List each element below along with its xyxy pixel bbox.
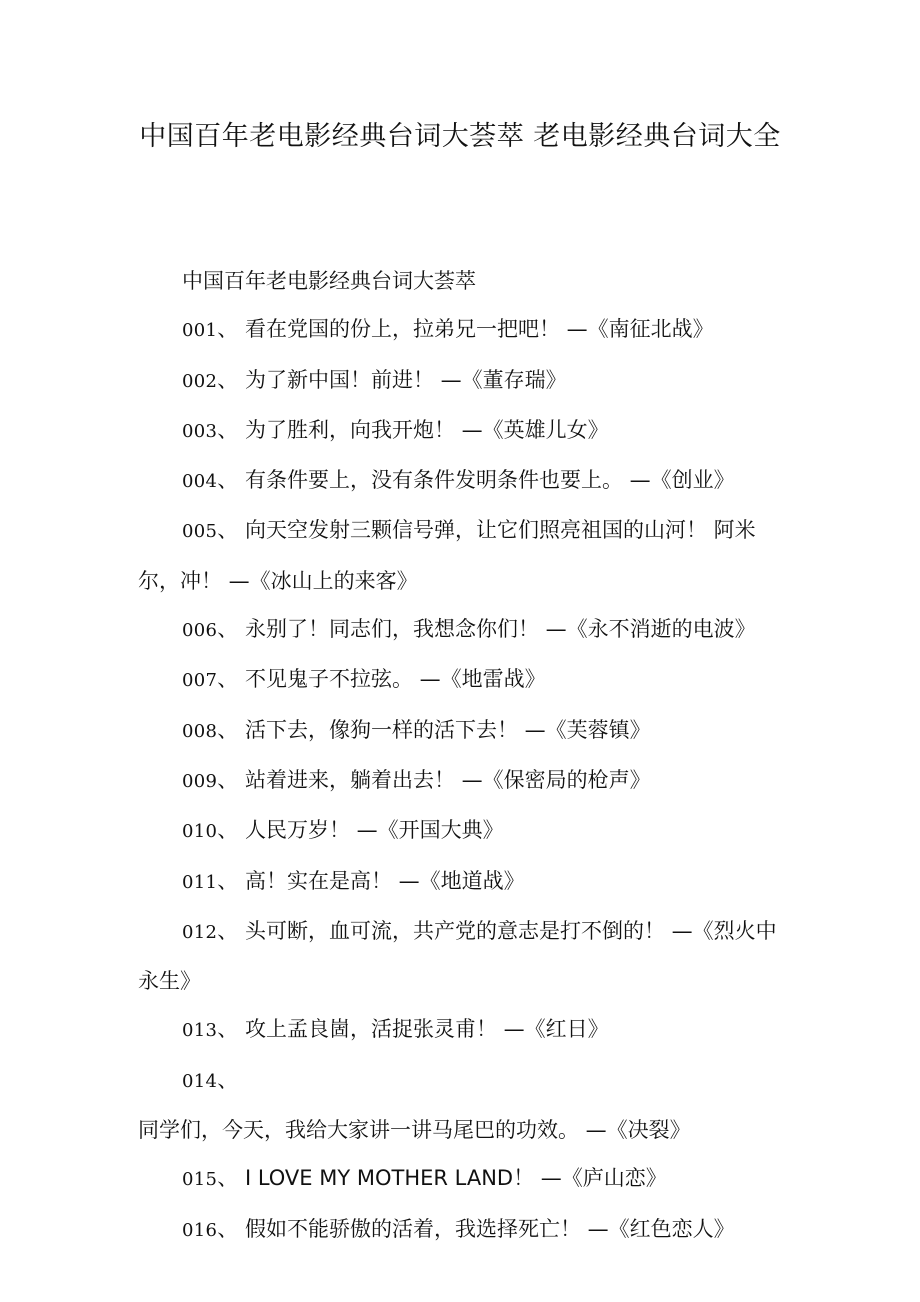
- entry-number: 015: [182, 1169, 218, 1191]
- quote-entry: [138, 506, 788, 605]
- quote-entry: [138, 456, 788, 506]
- entry-number: 003: [182, 420, 218, 442]
- entry-text: 有条件要上，没有条件发明条件也要上。 —《创业》: [244, 468, 735, 493]
- entry-separator: 、: [217, 367, 239, 392]
- entry-text: 人民万岁！ —《开国大典》: [244, 818, 504, 843]
- entry-separator: 、: [217, 1216, 239, 1241]
- entry-separator: 、: [217, 417, 239, 442]
- entry-separator: 、: [217, 317, 239, 342]
- entry-text: 站着进来，躺着出去！ —《保密局的枪声》: [244, 767, 651, 792]
- document-body: [138, 257, 788, 1255]
- entry-text: 高！实在是高！ —《地道战》: [244, 868, 525, 893]
- entry-number: 016: [182, 1219, 218, 1241]
- entry-text: 看在党国的份上，拉弟兄一把吧！ —《南征北战》: [244, 317, 714, 342]
- entry-text: 同学们，今天，我给大家讲一讲马尾巴的功效。 —《决裂》: [138, 1118, 691, 1143]
- entry-number: 007: [182, 670, 218, 692]
- entry-number: 002: [182, 370, 218, 392]
- quote-entry: [138, 1005, 788, 1055]
- entry-number: 005: [182, 521, 218, 543]
- entry-number: 006: [182, 620, 218, 642]
- entry-text: 永别了！同志们，我想念你们！ —《永不消逝的电波》: [244, 617, 756, 642]
- quote-entry: [138, 356, 788, 406]
- entry-number: 008: [182, 720, 218, 742]
- entry-number: 009: [182, 770, 218, 792]
- entry-number: 001: [182, 320, 218, 342]
- entry-separator: 、: [217, 617, 239, 642]
- quote-entry: [138, 305, 788, 355]
- entry-number: 012: [182, 921, 218, 943]
- quote-entry: [138, 655, 788, 705]
- entry-separator: 、: [217, 767, 239, 792]
- quote-entry: [138, 857, 788, 907]
- entry-separator: 、: [217, 1067, 239, 1092]
- quote-entry: [138, 756, 788, 806]
- entry-separator: 、: [217, 667, 239, 692]
- page-title: 中国百年老电影经典台词大荟萃 老电影经典台词大全: [139, 121, 781, 152]
- entry-number: 004: [182, 471, 218, 493]
- entry-text: 为了胜利，向我开炮！ —《英雄儿女》: [244, 417, 609, 442]
- entry-separator: 、: [217, 918, 239, 943]
- entry-text: 不见鬼子不拉弦。 —《地雷战》: [244, 667, 546, 692]
- entry-separator: 、: [217, 868, 239, 893]
- quote-entry: [138, 406, 788, 456]
- entry-separator: 、: [217, 468, 239, 493]
- entry-separator: 、: [217, 1166, 239, 1191]
- entry-text: 活下去，像狗一样的活下去！ —《芙蓉镇》: [244, 717, 651, 742]
- entry-text: 头可断，血可流，共产党的意志是打不倒的！ —《烈火中永生》: [138, 918, 777, 994]
- entry-number: 014: [182, 1070, 218, 1092]
- quote-entry: [138, 1154, 788, 1204]
- entry-text: 向天空发射三颗信号弹，让它们照亮祖国的山河！ 阿米尔，冲！ —《冰山上的来客》: [138, 518, 756, 593]
- quote-entry: [138, 605, 788, 655]
- entry-text: I LOVE MY MOTHER LAND！ —《庐山恋》: [244, 1166, 667, 1191]
- entry-separator: 、: [217, 1017, 239, 1042]
- entry-text: 为了新中国！前进！ —《董存瑞》: [244, 367, 567, 392]
- quote-entry: [138, 1056, 788, 1155]
- entry-separator: 、: [217, 717, 239, 742]
- quote-entry: [138, 706, 788, 756]
- entry-separator: 、: [217, 818, 239, 843]
- entry-separator: 、: [217, 518, 239, 543]
- quote-entry: [138, 907, 788, 1006]
- intro-paragraph: 中国百年老电影经典台词大荟萃: [182, 269, 476, 293]
- quote-entry: [138, 1205, 788, 1255]
- quote-entry: [138, 806, 788, 856]
- entry-text: 假如不能骄傲的活着，我选择死亡！ —《红色恋人》: [244, 1216, 735, 1241]
- entry-text: 攻上孟良崮，活捉张灵甫！ —《红日》: [244, 1017, 609, 1042]
- entry-number: 010: [182, 821, 218, 843]
- entry-number: 013: [182, 1020, 218, 1042]
- entry-number: 011: [182, 871, 218, 893]
